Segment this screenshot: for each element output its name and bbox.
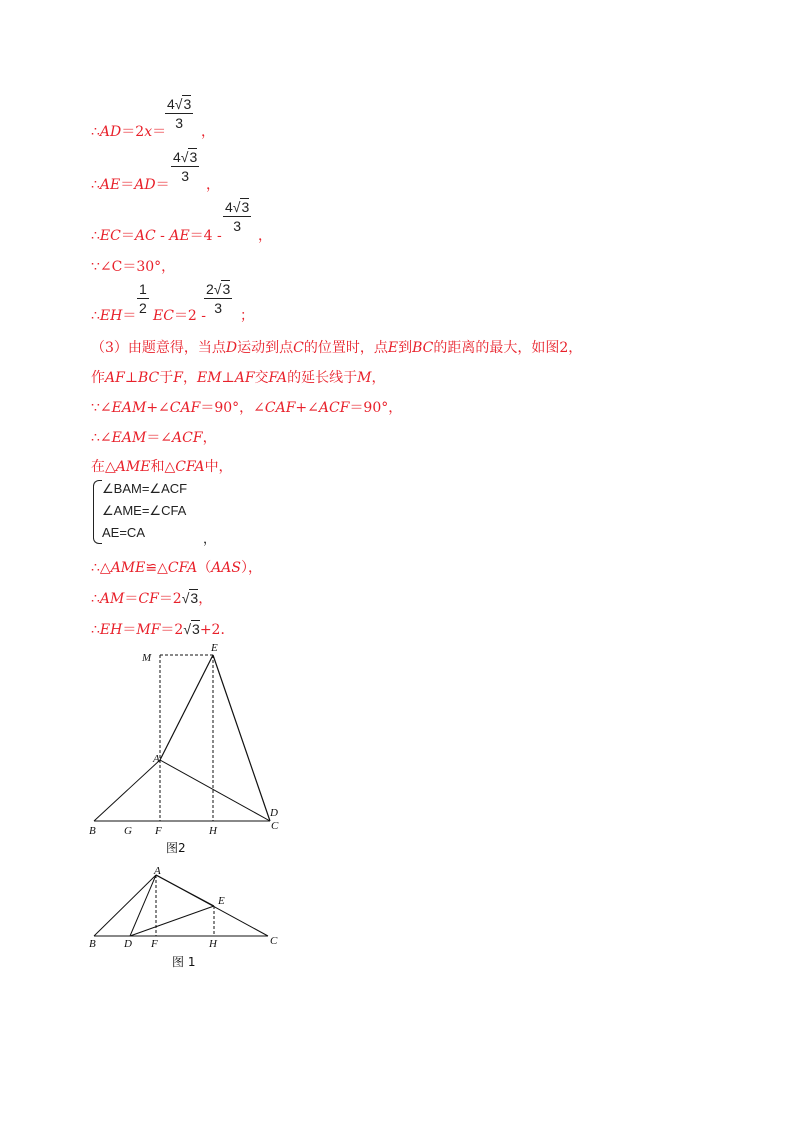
label-g: G [124, 825, 132, 837]
system-line-2: ∠AME=∠CFA [102, 503, 187, 518]
fraction-1: $\frac{4√3}{3}$ [167, 96, 192, 131]
fig1-label-e: E [218, 895, 225, 907]
system-end: ， [203, 531, 217, 546]
label-f: F [155, 825, 162, 837]
line-part3: （3）由题意得，当点D运动到点C的位置时，点E到BC的距离的最大，如图2， [91, 340, 583, 356]
line-ad: ∴AD＝2x＝ [91, 124, 167, 140]
segment-ac [160, 760, 270, 821]
fraction-3: $\frac{4√3}{3}$ [225, 199, 250, 234]
system-line-3: AE=CA [102, 525, 145, 540]
line-eh-end: ； [240, 308, 254, 324]
line-construct: 作AF⊥BC于F，EM⊥AF交FA的延长线于M， [91, 370, 386, 386]
figure-2 [94, 655, 270, 821]
fig1-label-c: C [270, 935, 278, 947]
segment-ae [160, 655, 213, 760]
label-b: B [89, 825, 96, 837]
segment-ba [94, 760, 160, 821]
label-d: D [270, 807, 278, 819]
line-eh-b: EC＝2 - [153, 308, 207, 324]
line-ae-end: ， [206, 177, 220, 193]
line-ec: ∴EC＝AC - AE＝4 - [91, 228, 222, 244]
fig1-segment-de [130, 906, 214, 936]
fig1-label-d: D [124, 938, 132, 950]
line-angle-c: ∵∠C＝30°， [91, 259, 176, 275]
line-congruent: ∴△AME≌△CFA（AAS）， [91, 560, 262, 576]
figure-2-caption: 图2 [166, 841, 186, 855]
fig1-label-f: F [151, 938, 158, 950]
fraction-half: $\frac{1}{2}$ [139, 281, 147, 316]
figure-1 [94, 875, 268, 936]
label-e: E [211, 642, 218, 654]
fig1-segment-ae [156, 875, 214, 906]
segment-ec [213, 655, 270, 821]
label-a: A [153, 753, 160, 765]
line-eh-final: ∴EH＝MF＝2√3+2． [91, 621, 235, 638]
fraction-2: $\frac{4√3}{3}$ [173, 149, 198, 184]
line-ec-end: ， [258, 228, 272, 244]
line-angle-equal: ∴∠EAM＝∠ACF， [91, 430, 217, 446]
line-am: ∴AM＝CF＝2√3， [91, 590, 213, 607]
fig1-segment-ba [94, 875, 156, 936]
line-ae: ∴AE＝AD＝ [91, 177, 170, 193]
line-eh: ∴EH＝ [91, 308, 137, 324]
fig1-segment-ad [130, 875, 156, 936]
line-ad-end: ， [201, 124, 215, 140]
line-triangles: 在△AME和△CFA中， [91, 459, 233, 475]
fig1-label-a: A [154, 865, 161, 877]
line-angle-sum: ∵∠EAM+∠CAF＝90°，∠CAF+∠ACF＝90°， [91, 400, 403, 416]
fig1-label-h: H [209, 938, 217, 950]
system-line-1: ∠BAM=∠ACF [102, 481, 188, 496]
fig1-label-b: B [89, 938, 96, 950]
label-c: C [271, 820, 279, 832]
figure-1-caption: 图 1 [172, 955, 196, 969]
label-m: M [142, 652, 152, 664]
label-h: H [209, 825, 217, 837]
fraction-5: $\frac{2√3}{3}$ [206, 281, 231, 316]
